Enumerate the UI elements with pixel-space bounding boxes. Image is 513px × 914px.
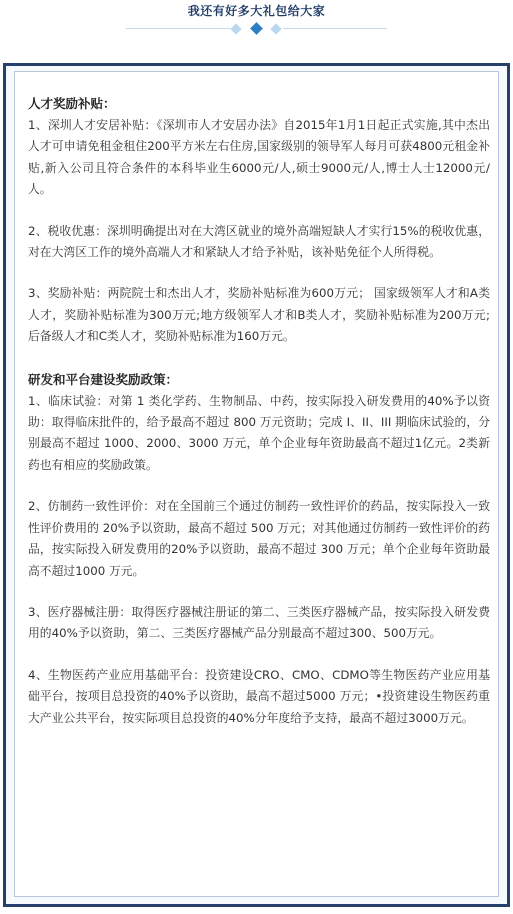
- paragraph-tax-benefit: 2、税收优惠：深圳明确提出对在大湾区就业的境外高端短缺人才实行15%的税收优惠，对在大湾区工作的境外高端人才和紧缺人才给予补贴，该补贴免征个人所得税。: [28, 223, 490, 260]
- diamond-icon: [230, 23, 241, 34]
- paragraph-biomed-platform: 4、生物医药产业应用基础平台：投资建设CRO、CMO、CDMO等生物医药产业应用基础平台，按项目总投资的40%予以资助，最高不超过5000 万元；•投资建设生物医药重大产业公共平台，按实际项目总投资的40%分年度给予支持，最高不超过3000万元。: [28, 667, 490, 725]
- section-header: [0, 0, 513, 44]
- section-title-talent-subsidy: 人才奖励补贴：: [28, 96, 116, 111]
- paragraph-clinical-trial: 1、临床试验：对第 1 类化学药、生物制品、中药，按实际投入研发费用的40%予以资助：取得临床批件的，给予最高不超过 800 万元资助；完成 I、II、III 期临床试验的，分别最高不超过 1000、2000、3000 万元，单个企业每年资助最高不超过1亿元。2类新药也有相应的奖励政策。: [28, 393, 490, 472]
- article-body: [28, 93, 490, 729]
- diamond-icon: [250, 22, 263, 35]
- paragraph-reward-subsidy: 3、奖励补贴：两院院士和杰出人才，奖励补贴标准为600万元； 国家级领军人才和A类人才，奖励补贴标准为300万元;地方级领军人才和B类人才，奖励补贴标准为200万元;后备级人才和C类人才，奖励补贴标准为160万元。: [28, 286, 490, 344]
- paragraph-housing-subsidy: 1、深圳人才安居补贴：《深圳市人才安居办法》自2015年1月1日起正式实施,其中杰出人才可申请免租金租住200平方米左右住房,国家级别的领导军人每月可获4800元租金补贴,新入公司且符合条件的本科毕业生6000元/人,硕士9000元/人,博士人士12000元/人。: [28, 118, 490, 197]
- diamond-icon: [270, 23, 281, 34]
- header-rule-right: [283, 28, 387, 29]
- content-frame: [3, 63, 510, 907]
- header-title: 我还有好多大礼包给大家: [187, 4, 326, 18]
- header-rule-left: [126, 28, 230, 29]
- paragraph-generic-drug: 2、仿制药一致性评价：对在全国前三个通过仿制药一致性评价的药品，按实际投入一致性评价费用的 20%予以资助，最高不超过 500 万元；对其他通过仿制药一致性评价的药品，按实际投入研发费用的20%予以资助，最高不超过 300 万元；单个企业每年资助最高不超过1000 万元。: [28, 499, 490, 578]
- paragraph-medical-device: 3、医疗器械注册：取得医疗器械注册证的第二、三类医疗器械产品，按实际投入研发费用的40%予以资助，第二、三类医疗器械产品分别最高不超过300、500万元。: [28, 604, 490, 641]
- section-title-rd-platform: 研发和平台建设奖励政策：: [28, 371, 179, 387]
- content-box: [14, 71, 499, 897]
